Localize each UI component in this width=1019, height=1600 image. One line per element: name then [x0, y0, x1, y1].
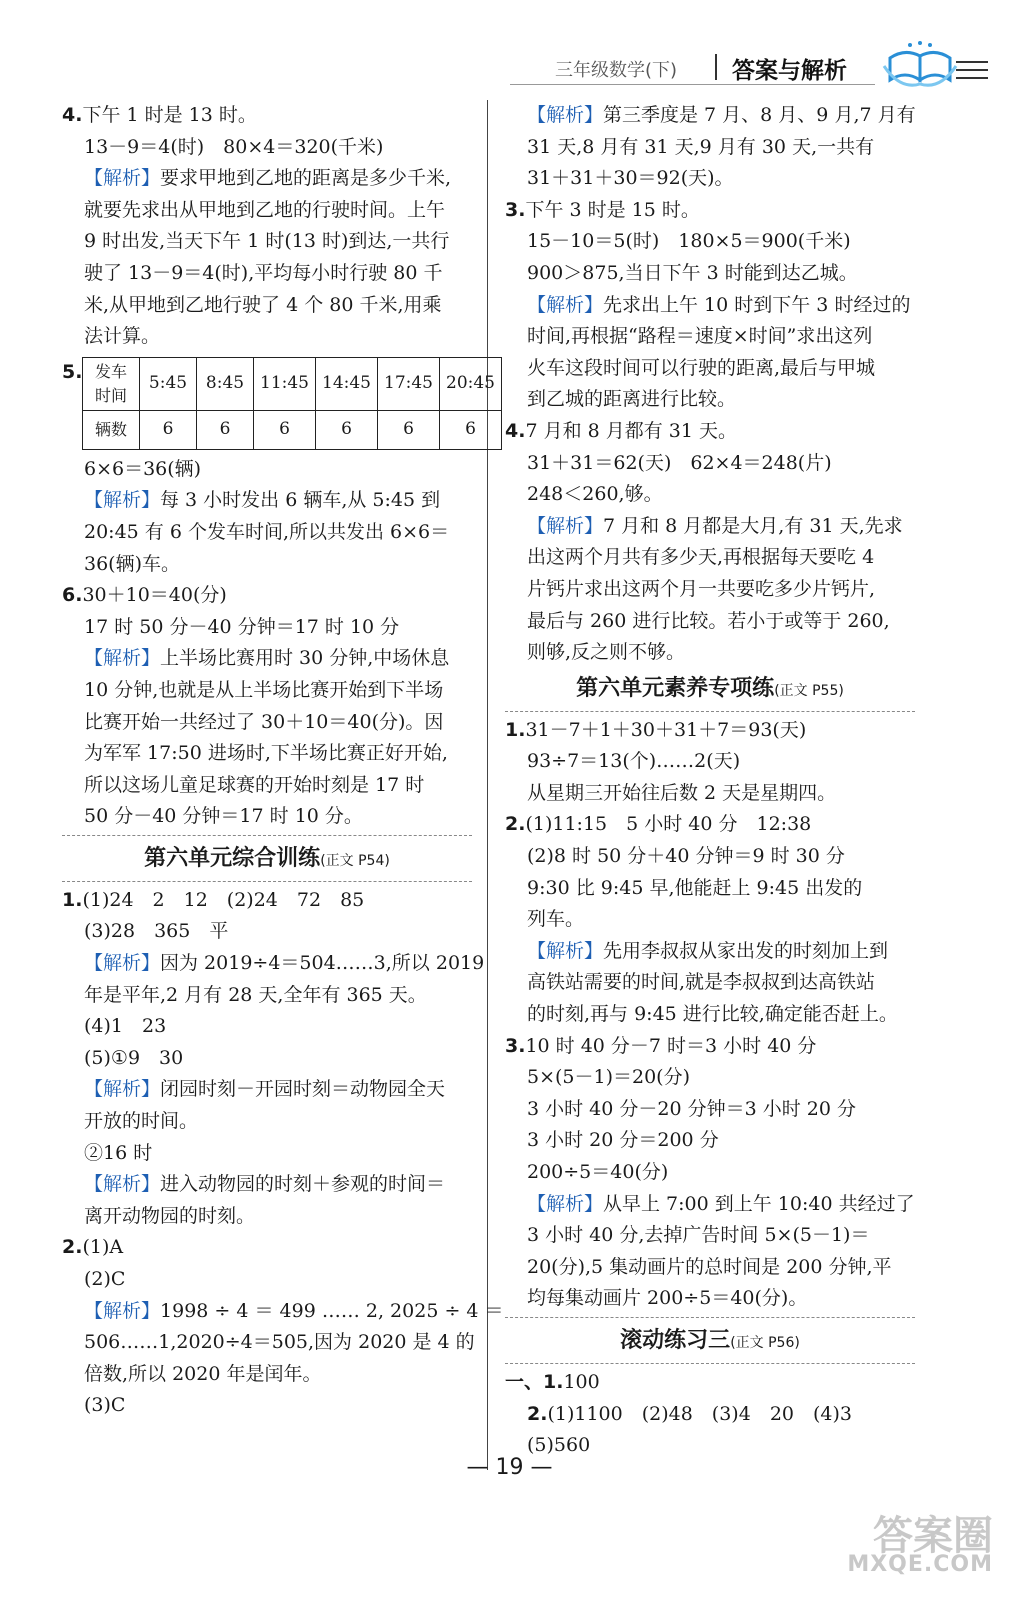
review-question-1: 一、1.100 [505, 1370, 600, 1393]
analysis-tag: 【解析】 [84, 647, 161, 670]
analysis-tag: 【解析】 [527, 1192, 604, 1215]
section-rule [62, 881, 472, 883]
section-rule [62, 835, 472, 837]
analysis-tag: 【解析】 [84, 1078, 161, 1101]
question-4: 4.下午 1 时是 13 时。 [62, 104, 257, 126]
table-row-head: 辆数 [83, 410, 140, 449]
question-5: 5. 发车时间 5:45 8:45 11:45 14:45 17:45 20:45 辆数 6 6 6 6 6 6 [62, 357, 472, 450]
header-title: 答案与解析 [732, 58, 847, 84]
section-question-1: 1.(1)24 2 12 (2)24 72 85 [62, 888, 365, 911]
analysis-tag: 【解析】 [84, 167, 161, 190]
watermark [839, 1504, 999, 1584]
page-number: — 19 — [466, 1455, 553, 1480]
analysis-tag: 【解析】 [527, 514, 604, 537]
section-rule [505, 1363, 915, 1365]
left-column: 4.下午 1 时是 13 时。 13－9＝4(时) 80×4＝320(千米) 【解析】要求甲地到乙地的距离是多少千米, 就要先求出从甲地到乙地的行驶时间。上午 9 时出发,当天下午 1 时(13 时)到达,一共行 驶了 13－9＝4(时),平均每小时行驶 80 千 米,从甲地到乙地行驶了 4 个 80 千米,用乘 法计算。 5. 发车时间 5:45 8:45 11:45 14:45 17:45 20:45 辆数 6 6 6 6 6 6 6×6＝36(辆) 【解析】每 3 小时发出 6 辆车,从 5:45 到 20:45 有 6 个发车时间,所以共发出 6×6＝ 36(辆)车。 6.30＋10＝40(分) 17 时 50 分－40 分钟＝17 时 10 分 【解析】上半场比赛用时 30 分钟,中场休息 10 分钟,也就是从上半场比赛开始到下半场 比赛开始一共经过了 30＋10＝40(分)。因 为军军 17:50 进场时,下半场比赛正好开始, 所以这场儿童足球赛的开始时刻是 17 时 50 分－40 分钟＝17 时 10 分。 第六单元综合训练(正文 P54) 1.(1)24 2 12 (2)24 72 85 (3)28 365 平 【解析】因为 2019÷4＝504……3,所以 2019 年是平年,2 月有 28 天,全年有 365 天。 (4)1 23 (5)①9 30 【解析】闭园时刻－开园时刻＝动物园全天 开放的时间。 ②16 时 【解析】进入动物园的时刻＋参观的时间＝ 离开动物园的时刻。 2.(1)A (2)C 【解析】1998 ÷ 4 ＝ 499 …… 2, 2025 ÷ 4 ＝ 506……1,2020÷4＝505,因为 2020 是 4 的 倍数,所以 2020 年是闰年。 (3)C [62, 100, 472, 1422]
table-row-head: 发车时间 [83, 357, 140, 410]
header-underline [510, 84, 875, 85]
table-row: 发车时间 5:45 8:45 11:45 14:45 17:45 20:45 [83, 357, 502, 410]
section-title: 滚动练习三(正文 P56) [620, 1327, 800, 1353]
analysis-tag: 【解析】 [527, 939, 604, 962]
question-6: 6.30＋10＝40(分) [62, 584, 227, 607]
section-title: 第六单元素养专项练(正文 P55) [576, 675, 844, 701]
header-subject: 三年级数学(下) [555, 60, 678, 81]
review-question-2: 2.(1)1100 (2)48 (3)4 20 (4)3 [527, 1402, 852, 1425]
analysis-tag: 【解析】 [84, 952, 161, 975]
question-3: 3.下午 3 时是 15 时。 [505, 198, 700, 221]
practice-question-1: 1.31－7＋1＋30＋31＋7＝93(天) [505, 718, 807, 741]
analysis-tag: 【解析】 [84, 1173, 161, 1196]
table-row: 辆数 6 6 6 6 6 6 [83, 410, 502, 449]
analysis-tag: 【解析】 [84, 489, 161, 512]
watermark-top: 答案圈 [873, 1513, 993, 1559]
practice-question-2: 2.(1)11:15 5 小时 40 分 12:38 [505, 813, 812, 836]
question-4: 4.7 月和 8 月都有 31 天。 [505, 419, 738, 442]
analysis-tag: 【解析】 [527, 104, 604, 126]
analysis-tag: 【解析】 [84, 1299, 161, 1322]
section-question-2: 2.(1)A [62, 1236, 124, 1259]
section-rule [505, 1317, 915, 1319]
right-column: 【解析】第三季度是 7 月、8 月、9 月,7 月有 31 天,8 月有 31 天,9 月有 30 天,一共有 31＋31＋30＝92(天)。 3.下午 3 时是 15 时。 15－10＝5(时) 180×5＝900(千米) 900＞875,当日下午 3 时能到达乙城。 【解析】先求出上午 10 时到下午 3 时经过的 时间,再根据“路程＝速度×时间”求出这列 火车这段时间可以行驶的距离,最后与甲城 到乙城的距离进行比较。 4.7 月和 8 月都有 31 天。 31＋31＝62(天) 62×4＝248(片) 248＜260,够。 【解析】7 月和 8 月都是大月,有 31 天,先求 出这两个月共有多少天,再根据每天要吃 4 片钙片求出这两个月一共要吃多少片钙片, 最后与 260 进行比较。若小于或等于 260, 则够,反之则不够。 第六单元素养专项练(正文 P55) 1.31－7＋1＋30＋31＋7＝93(天) 93÷7＝13(个)……2(天) 从星期三开始往后数 2 天是星期四。 2.(1)11:15 5 小时 40 分 12:38 (2)8 时 50 分＋40 分钟＝9 时 30 分 9:30 比 9:45 早,他能赶上 9:45 出发的 列车。 【解析】先用李叔叔从家出发的时刻加上到 高铁站需要的时间,就是李叔叔到达高铁站 的时刻,再与 9:45 进行比较,确定能否赶上。 3.10 时 40 分－7 时＝3 小时 40 分 5×(5－1)＝20(分) 3 小时 40 分－20 分钟＝3 小时 20 分 3 小时 20 分＝200 分 200÷5＝40(分) 【解析】从早上 7:00 到上午 10:40 共经过了 3 小时 40 分,去掉广告时间 5×(5－1)＝ 20(分),5 集动画片的总时间是 200 分钟,平 均每集动画片 200÷5＝40(分)。 滚动练习三(正文 P56) 一、1.100 2.(1)1100 (2)48 (3)4 20 (4)3 (5)560 [505, 104, 916, 1457]
practice-question-3: 3.10 时 40 分－7 时＝3 小时 40 分 [505, 1034, 817, 1057]
section-rule [505, 711, 915, 713]
analysis-tag: 【解析】 [527, 293, 604, 316]
departure-table [82, 357, 502, 450]
page-header [510, 40, 990, 94]
column-divider [487, 100, 488, 1470]
section-title: 第六单元综合训练(正文 P54) [144, 845, 390, 871]
header-separator [715, 54, 717, 80]
open-book-icon [870, 40, 990, 94]
watermark-bottom: MXQE.COM [847, 1552, 993, 1577]
